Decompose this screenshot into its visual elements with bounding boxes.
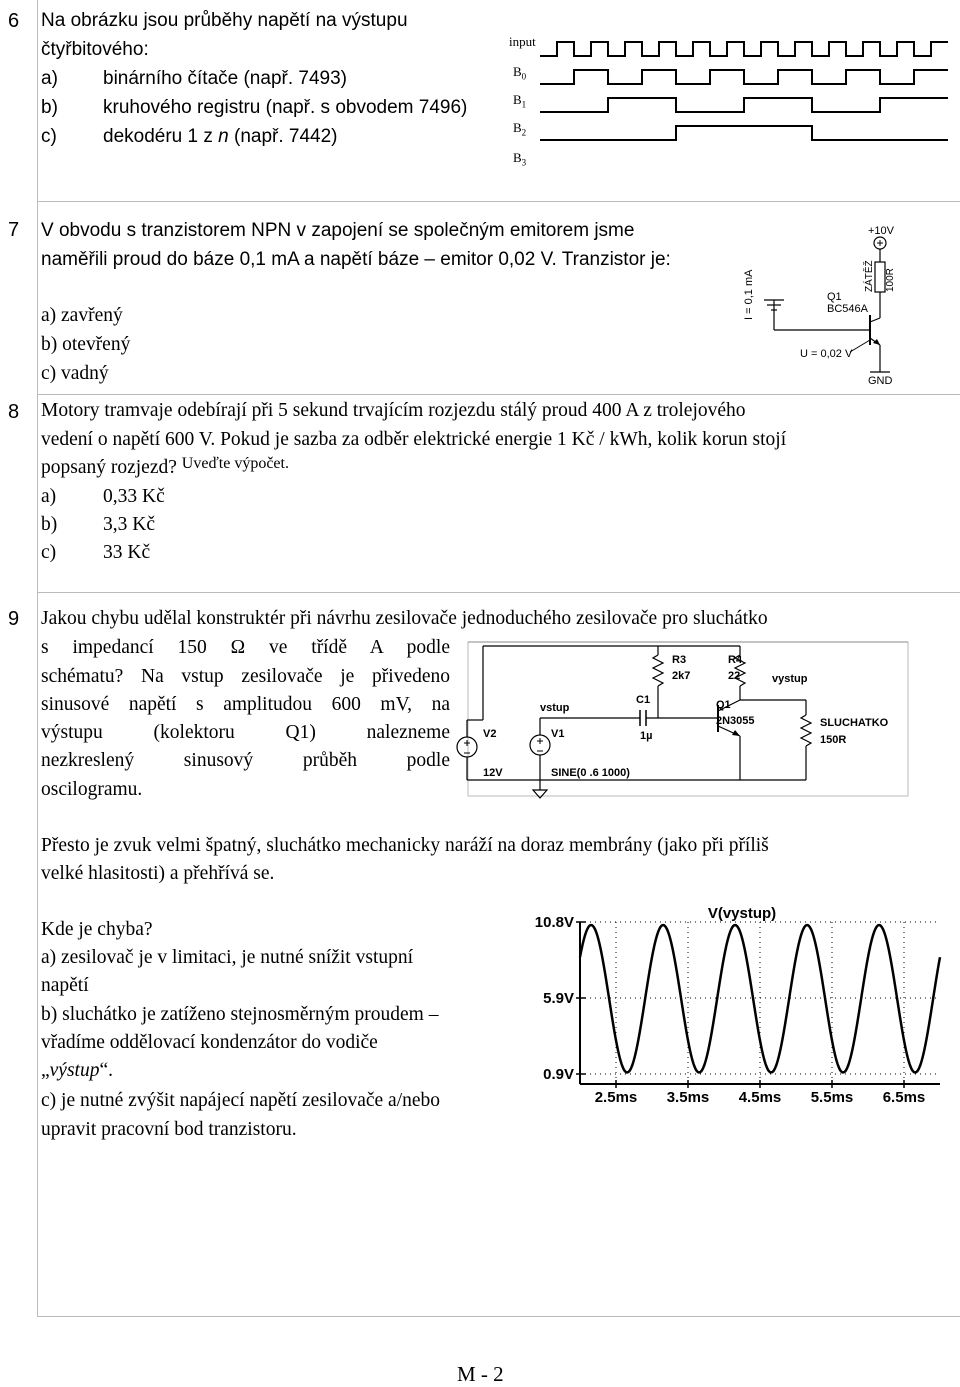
v2-label: V2 (483, 728, 497, 740)
r4-label: R4 (728, 654, 743, 666)
x-tick-label: 2.5ms (594, 1089, 638, 1106)
y-tick-label: 0.9V (543, 1066, 574, 1083)
timing-label-b1: $B_1$ (513, 92, 527, 110)
page-footer: M - 2 (457, 1362, 504, 1386)
option-label: a) (41, 486, 57, 507)
option-label: a) (41, 68, 58, 89)
question-number: 7 (8, 219, 20, 241)
q7-option-b: b) otevřený (41, 334, 131, 355)
q1-value: 2N3055 (716, 715, 755, 727)
timing-label-input: input (509, 34, 536, 49)
q9-line: s impedancí 150 Ω ve třídě A podle (41, 637, 450, 658)
vcc-label: +10V (868, 225, 894, 237)
option-text: 3,3 Kč (103, 514, 155, 535)
v1-value: SINE(0 .6 1000) (551, 767, 630, 779)
q8-line: vedení o napětí 600 V. Pokud je sazba za odběr elektrické energie 1 Kč / kWh, kolik korun stojí (41, 429, 787, 450)
chart-title: V(vystup) (707, 905, 777, 922)
r3-value: 2k7 (672, 670, 691, 682)
question-number: 9 (8, 608, 20, 630)
y-tick-label: 10.8V (534, 914, 574, 931)
load-label: ZÁTĚŽ (864, 260, 875, 292)
q8-line: Motory tramvaje odebírají při 5 sekund trvajícím rozjezdu stálý proud 400 A z trolejového (41, 400, 746, 421)
transistor-type: BC546A (827, 303, 868, 315)
q9-option-b: b) sluchátko je zatíženo stejnosměrným proudem – (41, 1004, 439, 1025)
q9-para: Přesto je zvuk velmi špatný, sluchátko mechanicky naráží na doraz membrány (jako při příliš (41, 835, 769, 856)
q7-line: naměřili proud do báze 0,1 mA a napětí báze – emitor 0,02 V. Tranzistor je: (41, 249, 671, 270)
question-number: 6 (8, 10, 20, 32)
c1-label: C1 (636, 694, 651, 706)
timing-label-b0: $B_0$ (513, 64, 527, 82)
q9-option-b: vřadíme oddělovací kondenzátor do vodiče (41, 1032, 378, 1053)
q9-option-a: napětí (41, 975, 89, 996)
option-label: b) (41, 514, 58, 535)
question-number: 8 (8, 401, 20, 423)
load-value: 100R (885, 268, 896, 292)
q7-option-c: c) vadný (41, 363, 109, 384)
x-tick-label: 6.5ms (882, 1089, 926, 1106)
q9-para: velké hlasitosti) a přehřívá se. (41, 863, 275, 884)
c1-value: 1µ (640, 730, 653, 742)
option-label: c) (41, 542, 57, 563)
x-tick-label: 4.5ms (738, 1089, 782, 1106)
q8-line: popsaný rozjezd? $^{Uveďte výpočet.}$ (41, 455, 289, 478)
q9-line: nezkreslený sinusový průběh podle (41, 750, 450, 771)
r3-label: R3 (672, 654, 687, 666)
x-tick-label: 3.5ms (666, 1089, 710, 1106)
q1-label: Q1 (716, 699, 731, 711)
q9-line: oscilogramu. (41, 779, 143, 800)
gnd-label: GND (868, 375, 893, 387)
input-net-label: vstup (540, 702, 570, 714)
q7-option-a: a) zavřený (41, 305, 123, 326)
q7-line: V obvodu s tranzistorem NPN v zapojení se společným emitorem jsme (41, 220, 635, 241)
q9-line: Jakou chybu udělal konstruktér při návrhu zesilovače jednoduchého zesilovače pro sluchátko (41, 608, 768, 629)
q9-option-b: „výstup“. (41, 1060, 114, 1081)
option-text: kruhového registru (např. s obvodem 7496) (103, 97, 468, 118)
q9-line: schématu? Na vstup zesilovače je přivedeno (41, 666, 450, 687)
x-tick-label: 5.5ms (810, 1089, 854, 1106)
voltage-label: U = 0,02 V (800, 348, 853, 360)
q9-question: Kde je chyba? (41, 919, 153, 940)
option-text: 33 Kč (103, 542, 151, 563)
timing-label-b3: $B_3$ (513, 150, 527, 168)
option-text: dekodéru 1 z n (např. 7442) (103, 126, 338, 147)
option-label: b) (41, 97, 58, 118)
v1-label: V1 (551, 728, 565, 740)
q9-line: sinusové napětí s amplitudou 600 mV, na (41, 694, 450, 715)
q6-line: Na obrázku jsou průběhy napětí na výstupu (41, 10, 408, 31)
divider-bottom (37, 1316, 960, 1317)
headphone-value: 150R (820, 734, 847, 746)
option-label: c) (41, 126, 57, 147)
q9-option-a: a) zesilovač je v limitaci, je nutné snížit vstupní (41, 947, 414, 968)
option-text: binárního čítače (např. 7493) (103, 68, 347, 89)
transistor-label: Q1 (827, 291, 842, 303)
current-label: I = 0,1 mA (743, 269, 755, 320)
timing-label-b2: $B_2$ (513, 120, 527, 138)
option-text: 0,33 Kč (103, 486, 165, 507)
q9-line: výstupu (kolektoru Q1) nalezneme (41, 722, 450, 743)
q9-option-c: c) je nutné zvýšit napájecí napětí zesilovače a/nebo (41, 1090, 441, 1111)
headphone-label: SLUCHATKO (820, 717, 889, 729)
y-tick-label: 5.9V (543, 990, 574, 1007)
q6-line: čtyřbitového: (41, 39, 149, 60)
r4-value: 22 (728, 670, 741, 682)
output-net-label: vystup (772, 673, 808, 685)
v2-value: 12V (483, 767, 503, 779)
q9-option-c: upravit pracovní bod tranzistoru. (41, 1119, 297, 1140)
